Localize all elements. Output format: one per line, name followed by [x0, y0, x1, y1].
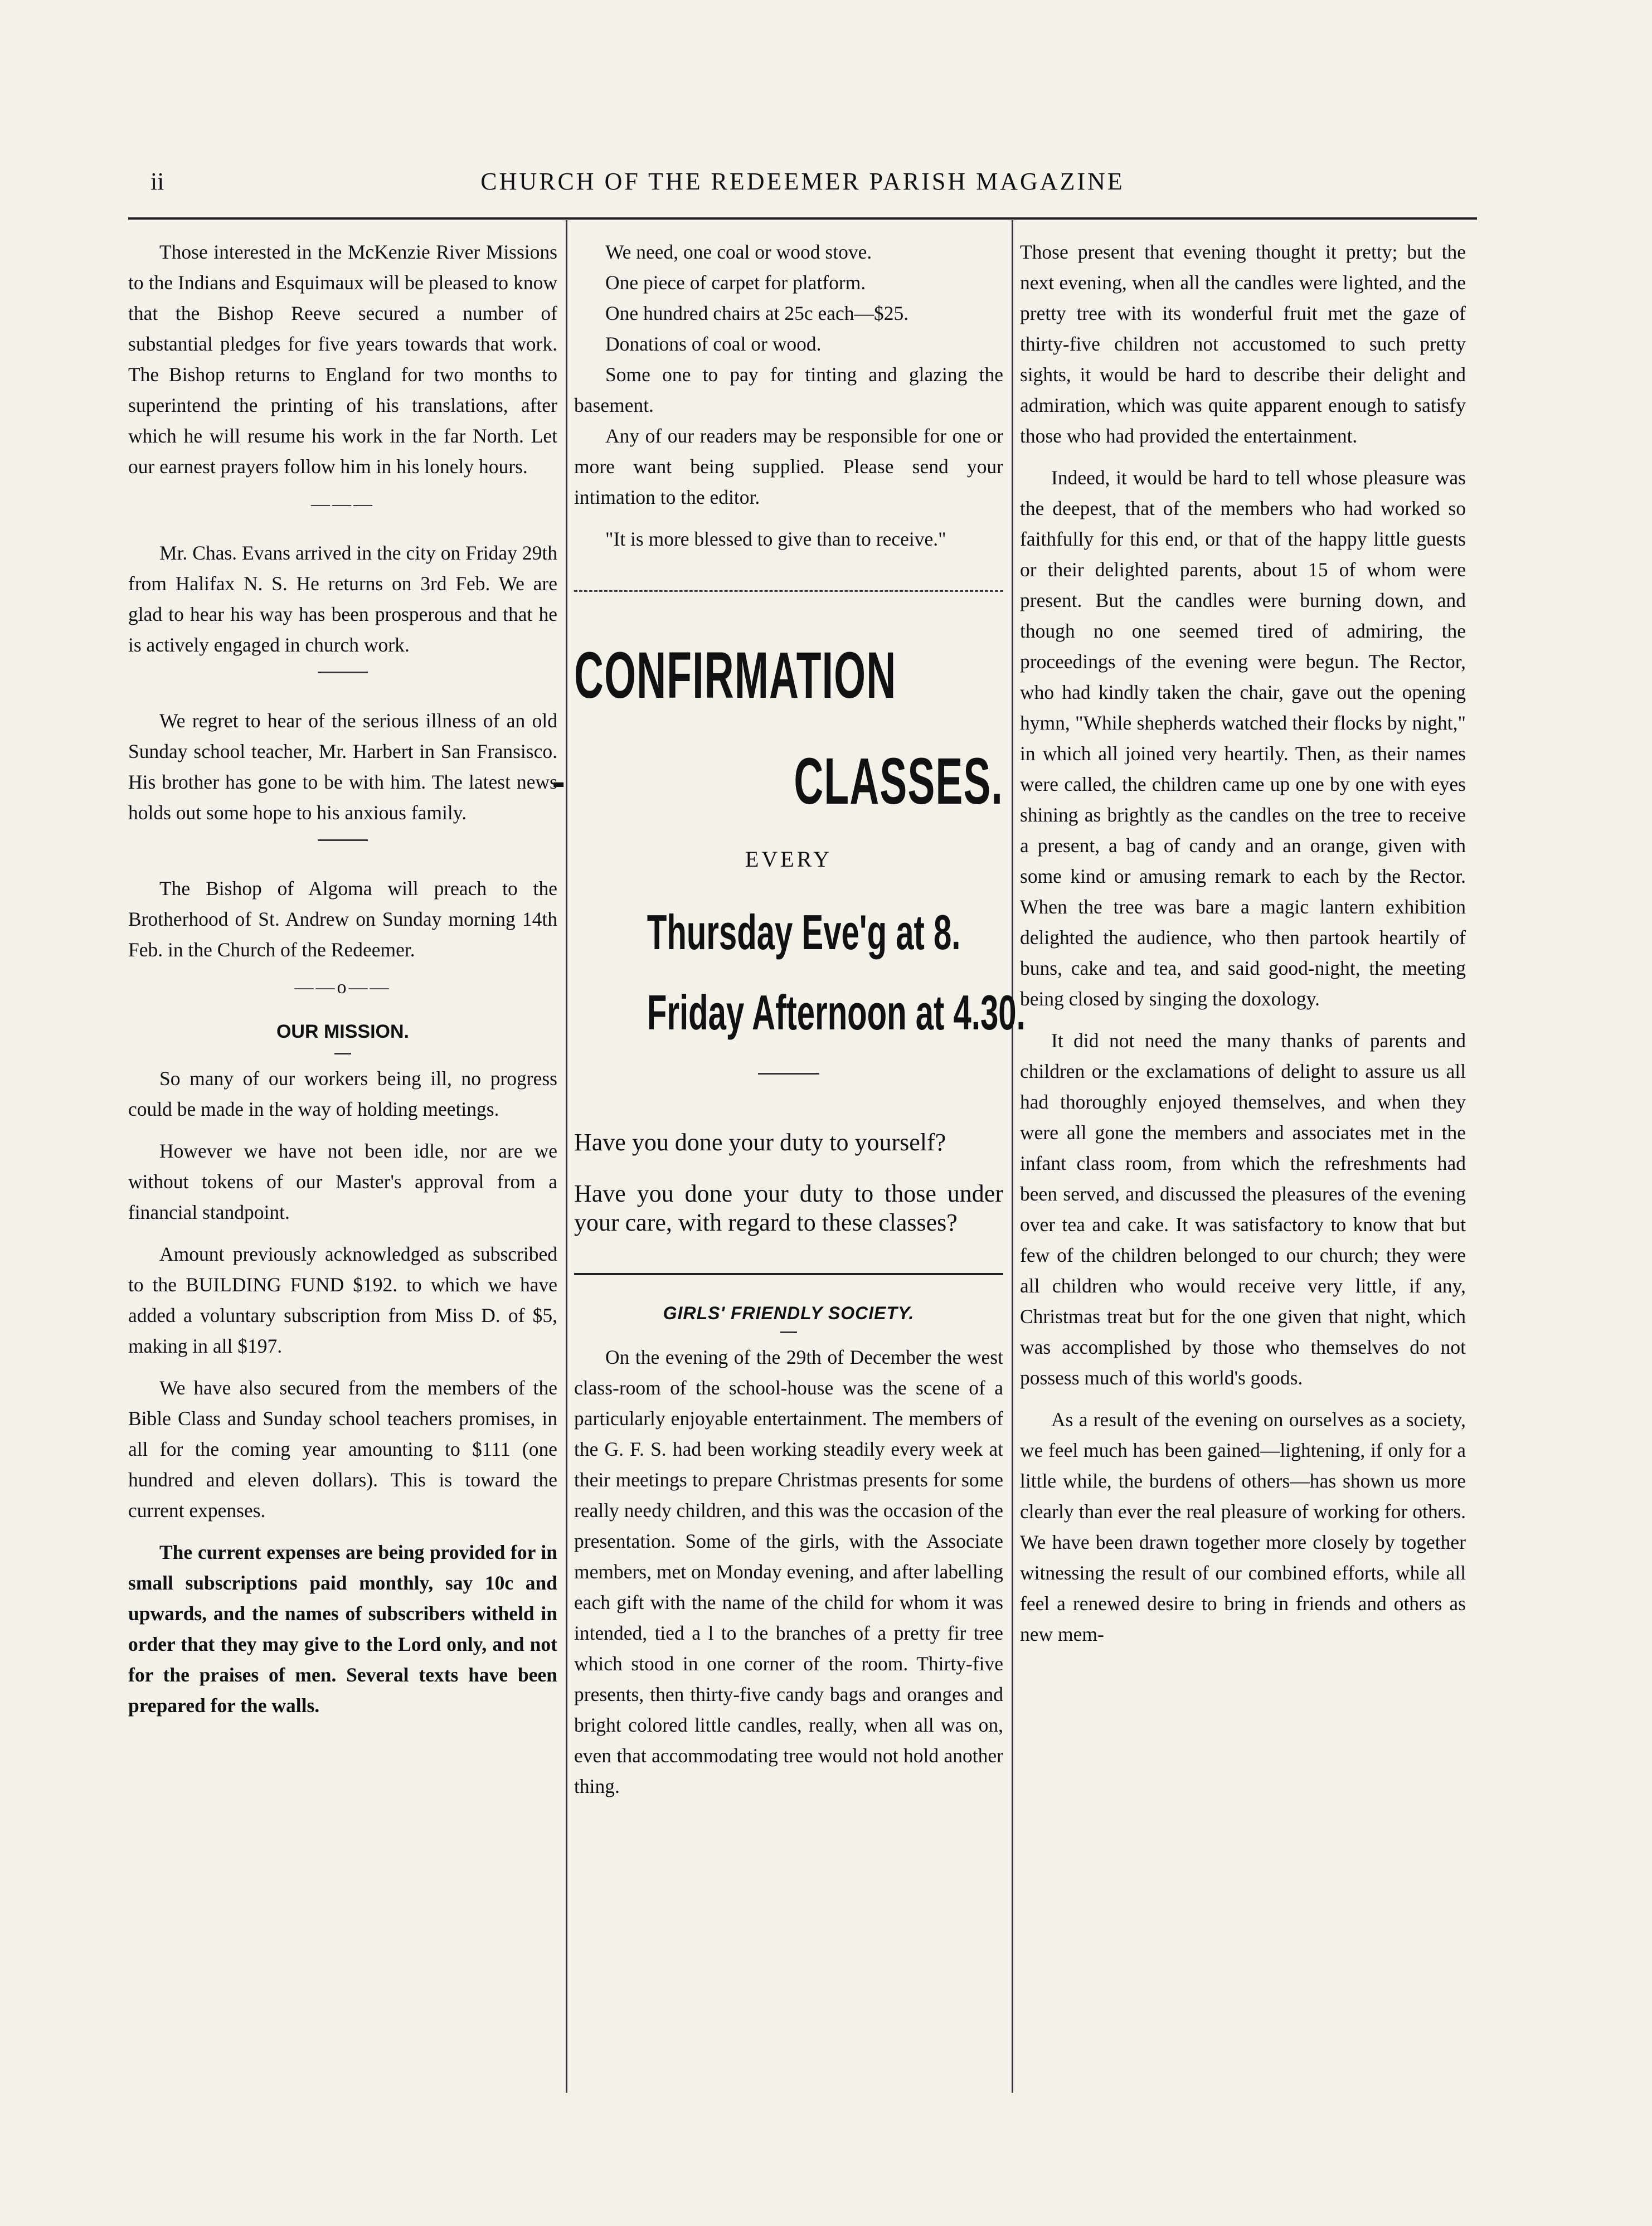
notice-dash: - [552, 760, 565, 803]
gfs-paragraph-2: Those present that evening thought it pretty; but the next evening, when all the candles were lighted, and the pretty tree with its wonderful fruit met the gaze of thirty-five children not accustomed to such pretty sights, it would be hard to describe their delight and admiration, which was quite apparent enough to satisfy those who had provided the entertainment. [1020, 241, 1466, 447]
readers-paragraph: Any of our readers may be responsible for one or more want being supplied. Please send your intimation to the editor. [574, 425, 1003, 508]
notice-time-friday: Friday Afternoon at 4.30. [647, 985, 1026, 1040]
page-number: ii [150, 168, 164, 195]
header-rule [128, 217, 1477, 220]
need-item: One hundred chairs at 25c each—$25. [605, 302, 909, 324]
mission-paragraph-3: Amount previously acknowledged as subscribed to the BUILDING FUND $192. to which we have added a voluntary subscription from Miss D. of $5, making in all $197. [128, 1243, 557, 1357]
separator [318, 672, 368, 673]
dashed-divider [574, 590, 1003, 592]
heading-dash [334, 1053, 351, 1054]
gfs-paragraph-1: On the evening of the 29th of December the west class-room of the school-house was the scene of a particularly enjoyable entertainment. The members of the G. F. S. had been working steadily every week at their meetings to prepare Christmas presents for some really needy children, and this was the occasion of the presentation. Some of the girls, with the Associate members, met on Monday evening, and after labelling each gift with the name of the child for whom it was intended, tied a l to the branches of a pretty fir tree which stood in one corner of the room. Thirty-five presents, then thirty-five candy bags and oranges and bright colored little candles, really, when all was on, even that accommodating tree would not hold another thing. [574, 1346, 1003, 1797]
gfs-heading: GIRLS' FRIENDLY SOCIETY. [663, 1303, 915, 1323]
notice-every: EVERY [745, 847, 833, 872]
need-item: One piece of carpet for platform. [605, 271, 866, 294]
column-divider-right [1012, 220, 1013, 2093]
page-header [128, 167, 1477, 201]
need-item: Some one to pay for tinting and glazing the basement. [574, 363, 1003, 416]
notice-question-2: Have you done your duty to those under your care, with regard to these classes? [574, 1180, 1003, 1236]
section-divider [574, 1273, 1003, 1275]
notice-time-thursday: Thursday Eve'g at 8. [647, 905, 961, 960]
mission-paragraph-2: However we have not been idle, nor are we without tokens of our Master's approval from a financial standpoint. [128, 1140, 557, 1223]
mckenzie-missions-paragraph: Those interested in the McKenzie River Missions to the Indians and Esquimaux will be pleased to know that the Bishop Reeve secured a number of substantial pledges for five years towards that work. The Bishop returns to England for two months to superintend the printing of his translations, after which he will resume his work in the far North. Let our earnest prayers follow him in his lonely hours. [128, 241, 557, 478]
confirmation-classes-notice [552, 639, 1026, 1237]
notice-title-line1: CONFIRMATION [574, 639, 897, 712]
our-mission-heading: OUR MISSION. [276, 1021, 410, 1042]
illness-paragraph: We regret to hear of the serious illness of an old Sunday school teacher, Mr. Harbert in San Fransisco. His brother has gone to be with him. The latest news holds out some hope to his anxious family. [128, 709, 557, 824]
notice-rule [758, 1073, 819, 1075]
column-divider-left [566, 220, 567, 2093]
gfs-paragraph-5: As a result of the evening on ourselves as a society, we feel much has been gained—lightening, if only for a little while, the burdens of others—has shown us more clearly than ever the real pleasure of working for others. We have been drawn together more closely by together witnessing the result of our combined efforts, while all feel a renewed desire to bring in friends and others as new mem- [1020, 1408, 1466, 1645]
need-item: We need, one coal or wood stove. [605, 241, 872, 263]
need-item: Donations of coal or wood. [605, 333, 822, 355]
notice-title-line2: CLASSES. [794, 745, 1003, 818]
mission-paragraph-1: So many of our workers being ill, no progress could be made in the way of holding meetings. [128, 1067, 557, 1120]
separator: ——— [311, 494, 375, 514]
mission-paragraph-5: The current expenses are being provided for in small subscriptions paid monthly, say 10c and upwards, and the names of subscribers witheld in order that they may give to the Lord only, and not for the praises of men. Several texts have been prepared for the walls. [128, 1541, 557, 1717]
column-middle [552, 237, 1026, 1813]
column-left [128, 237, 557, 1732]
separator-o: ——o—— [294, 977, 391, 998]
column-right [1020, 237, 1466, 1661]
gfs-paragraph-4: It did not need the many thanks of parents and children or the exclamations of delight to assure us all had thoroughly enjoyed themselves, and when they were all gone the members and associates met in the infant class room, from which the refreshments had been served, and discussed the pleasures of the evening over tea and cake. It was satisfactory to know that but few of the children belonged to our church; they were all children who would receive very little, if any, Christmas treat but for the one given that night, which was accomplished by those who themselves do not possess much of this world's goods. [1020, 1029, 1466, 1389]
notice-question-1: Have you done your duty to yourself? [574, 1129, 946, 1156]
magazine-title: CHURCH OF THE REDEEMER PARISH MAGAZINE [480, 168, 1125, 195]
heading-dash [780, 1331, 797, 1333]
separator [318, 839, 368, 841]
notice-title-row2 [552, 745, 1003, 818]
bishop-algoma-paragraph: The Bishop of Algoma will preach to the Brotherhood of St. Andrew on Sunday morning 14th Feb. in the Church of the Redeemer. [128, 877, 557, 961]
scripture-quote: "It is more blessed to give than to receive." [605, 528, 946, 550]
mission-paragraph-4: We have also secured from the members of the Bible Class and Sunday school teachers promises, in all for the coming year amounting to $111 (one hundred and eleven dollars). This is toward the current expenses. [128, 1377, 557, 1522]
gfs-paragraph-3: Indeed, it would be hard to tell whose pleasure was the deepest, that of the members who had worked so faithfully for this end, or that of the happy little guests or their delighted parents, about 15 of whom were present. But the candles were burning down, and though no one seemed tired of admiring, the proceedings of the evening were begun. The Rector, who had kindly taken the chair, gave out the opening hymn, "While shepherds watched their flocks by night," in which all joined very heartily. Then, as their names were called, the children came up one by one with eyes shining as brightly as the candles on the tree to receive a present, a bag of candy and an orange, given with some kind or amusing remark to each by the Rector. When the tree was bare a magic lantern exhibition delighted the audience, who then partook heartily of buns, cake and tea, and said good-night, the meeting being closed by singing the doxology. [1020, 466, 1466, 1010]
evans-paragraph: Mr. Chas. Evans arrived in the city on Friday 29th from Halifax N. S. He returns on 3rd Feb. We are glad to hear his way has been prosperous and that he is actively engaged in church work. [128, 542, 557, 656]
